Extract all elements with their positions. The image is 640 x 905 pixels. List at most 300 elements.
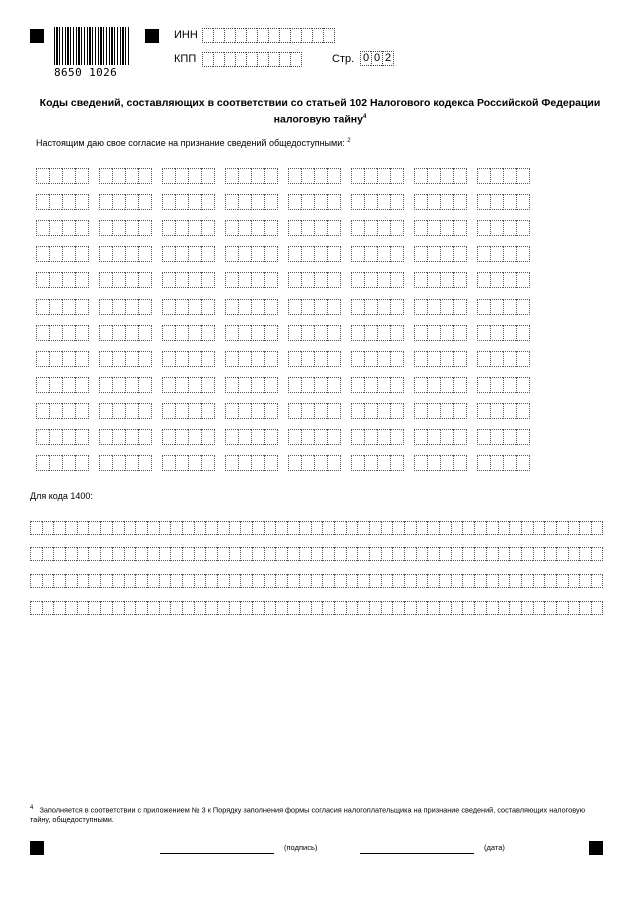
- text-cell: [77, 521, 89, 535]
- code-field[interactable]: [36, 299, 89, 315]
- text-cell: [53, 601, 65, 615]
- code-digit-cell: [477, 168, 490, 184]
- text-cell: [498, 601, 510, 615]
- code-digit-cell: [377, 455, 390, 471]
- inn-field[interactable]: [202, 28, 335, 43]
- text-cell: [322, 521, 334, 535]
- code-digit-cell: [162, 272, 175, 288]
- code-field[interactable]: [36, 194, 89, 210]
- code-digit-cell: [175, 429, 188, 445]
- text-cell: [369, 601, 381, 615]
- text-cell: [53, 547, 65, 561]
- text-cell: [124, 574, 136, 588]
- code-digit-cell: [201, 220, 215, 236]
- code-digit-cell: [314, 455, 327, 471]
- code-field[interactable]: [288, 455, 341, 471]
- code-digit-cell: [201, 455, 215, 471]
- code-digit-cell: [453, 246, 467, 262]
- code-digit-cell: [364, 168, 377, 184]
- code-field[interactable]: [225, 429, 278, 445]
- code-digit-cell: [75, 429, 89, 445]
- code-1400-text-row[interactable]: [30, 574, 603, 588]
- consent-footnote-mark: 2: [347, 138, 351, 144]
- text-cell: [544, 547, 556, 561]
- code-digit-cell: [377, 272, 390, 288]
- code-digit-cell: [427, 194, 440, 210]
- code-digit-cell: [314, 351, 327, 367]
- code-field[interactable]: [225, 272, 278, 288]
- code-digit-cell: [162, 325, 175, 341]
- code-digit-cell: [201, 246, 215, 262]
- code-field[interactable]: [414, 377, 467, 393]
- text-cell: [416, 574, 428, 588]
- code-digit-cell: [162, 403, 175, 419]
- text-cell: [77, 574, 89, 588]
- code-digit-cell: [288, 377, 301, 393]
- code-digit-cell: [301, 272, 314, 288]
- code-field[interactable]: [414, 220, 467, 236]
- code-digit-cell: [112, 299, 125, 315]
- code-field[interactable]: [414, 429, 467, 445]
- code-field[interactable]: [351, 220, 404, 236]
- code-digit-cell: [453, 220, 467, 236]
- code-1400-text-row[interactable]: [30, 601, 603, 615]
- code-field[interactable]: [99, 351, 152, 367]
- code-field[interactable]: [414, 455, 467, 471]
- code-digit-cell: [36, 299, 49, 315]
- code-field[interactable]: [414, 246, 467, 262]
- code-field[interactable]: [162, 455, 215, 471]
- text-cell: [287, 521, 299, 535]
- code-digit-cell: [516, 272, 530, 288]
- title-footnote-mark: 4: [362, 114, 367, 120]
- code-field[interactable]: [288, 220, 341, 236]
- text-cell: [159, 547, 171, 561]
- code-digit-cell: [427, 403, 440, 419]
- text-cell: [509, 521, 521, 535]
- code-digit-cell: [301, 429, 314, 445]
- code-field[interactable]: [351, 194, 404, 210]
- code-digit-cell: [201, 377, 215, 393]
- code-digit-cell: [477, 325, 490, 341]
- code-digit-cell: [477, 272, 490, 288]
- text-cell: [369, 574, 381, 588]
- code-digit-cell: [516, 455, 530, 471]
- code-field[interactable]: [162, 325, 215, 341]
- code-field[interactable]: [225, 220, 278, 236]
- code-field[interactable]: [162, 351, 215, 367]
- code-digit-cell: [327, 220, 341, 236]
- text-cell: [474, 574, 486, 588]
- code-digit-cell: [516, 220, 530, 236]
- code-field[interactable]: [225, 455, 278, 471]
- code-field[interactable]: [99, 325, 152, 341]
- code-field[interactable]: [36, 377, 89, 393]
- text-cell: [509, 574, 521, 588]
- code-digit-cell: [125, 220, 138, 236]
- code-field[interactable]: [162, 299, 215, 315]
- code-digit-cell: [62, 220, 75, 236]
- code-digit-cell: [377, 194, 390, 210]
- code-field[interactable]: [99, 168, 152, 184]
- code-field[interactable]: [225, 325, 278, 341]
- text-cell: [579, 521, 591, 535]
- code-digit-cell: [188, 168, 201, 184]
- code-digit-cell: [162, 455, 175, 471]
- code-digit-cell: [264, 403, 278, 419]
- code-digit-cell: [490, 299, 503, 315]
- code-field[interactable]: [414, 403, 467, 419]
- code-field[interactable]: [351, 299, 404, 315]
- code-digit-cell: [453, 194, 467, 210]
- code-field[interactable]: [288, 377, 341, 393]
- code-digit-cell: [62, 168, 75, 184]
- code-digit-cell: [188, 351, 201, 367]
- code-digit-cell: [351, 429, 364, 445]
- code-digit-cell: [175, 194, 188, 210]
- code-field[interactable]: [99, 377, 152, 393]
- text-cell: [462, 601, 474, 615]
- code-field[interactable]: [477, 220, 530, 236]
- text-cell: [322, 547, 334, 561]
- text-cell: [275, 601, 287, 615]
- text-cell: [334, 521, 346, 535]
- text-cell: [346, 521, 358, 535]
- code-field[interactable]: [414, 272, 467, 288]
- code-digit-cell: [49, 194, 62, 210]
- code-digit-cell: [112, 429, 125, 445]
- text-cell: [65, 574, 77, 588]
- code-field[interactable]: [162, 168, 215, 184]
- code-digit-cell: [175, 351, 188, 367]
- code-field[interactable]: [351, 272, 404, 288]
- code-digit-cell: [201, 272, 215, 288]
- code-digit-cell: [201, 429, 215, 445]
- corner-marker-bottom-right: [589, 841, 603, 855]
- code-field[interactable]: [36, 403, 89, 419]
- code-digit-cell: [414, 403, 427, 419]
- code-digit-cell: [490, 377, 503, 393]
- code-field[interactable]: [225, 194, 278, 210]
- code-digit-cell: [453, 429, 467, 445]
- text-cell: [357, 547, 369, 561]
- code-digit-cell: [175, 299, 188, 315]
- code-digit-cell: [427, 246, 440, 262]
- code-digit-cell: [75, 272, 89, 288]
- code-field[interactable]: [477, 168, 530, 184]
- barcode-number: 8650 1026: [54, 66, 136, 79]
- code-field[interactable]: [162, 377, 215, 393]
- code-field[interactable]: [477, 351, 530, 367]
- text-cell: [404, 601, 416, 615]
- code-digit-cell: [414, 299, 427, 315]
- code-digit-cell: [162, 168, 175, 184]
- code-digit-cell: [238, 299, 251, 315]
- text-cell: [311, 574, 323, 588]
- text-cell: [205, 521, 217, 535]
- text-cell: [311, 521, 323, 535]
- code-field[interactable]: [351, 246, 404, 262]
- code-field[interactable]: [162, 246, 215, 262]
- code-digit-cell: [175, 377, 188, 393]
- code-digit-cell: [440, 429, 453, 445]
- text-cell: [311, 547, 323, 561]
- code-field[interactable]: [36, 429, 89, 445]
- text-cell: [579, 574, 591, 588]
- code-digit-cell: [75, 351, 89, 367]
- code-field[interactable]: [162, 194, 215, 210]
- code-digit-cell: [125, 194, 138, 210]
- code-field[interactable]: [36, 168, 89, 184]
- code-digit-cell: [125, 429, 138, 445]
- code-field[interactable]: [477, 325, 530, 341]
- code-digit-cell: [138, 272, 152, 288]
- code-field[interactable]: [36, 220, 89, 236]
- code-field[interactable]: [288, 351, 341, 367]
- text-cell: [357, 574, 369, 588]
- code-digit-cell: [264, 220, 278, 236]
- code-field[interactable]: [288, 194, 341, 210]
- code-digit-cell: [390, 246, 404, 262]
- text-cell: [229, 574, 241, 588]
- code-field[interactable]: [36, 455, 89, 471]
- code-field[interactable]: [351, 325, 404, 341]
- code-digit-cell: [238, 325, 251, 341]
- code-digit-cell: [62, 351, 75, 367]
- kpp-label: КПП: [174, 53, 197, 65]
- code-field[interactable]: [36, 272, 89, 288]
- code-field[interactable]: [477, 246, 530, 262]
- text-cell: [591, 574, 603, 588]
- text-cell: [568, 521, 580, 535]
- code-digit-cell: [314, 246, 327, 262]
- code-field[interactable]: [162, 272, 215, 288]
- code-digit-cell: [112, 377, 125, 393]
- code-digit-cell: [377, 168, 390, 184]
- code-digit-cell: [62, 377, 75, 393]
- code-field[interactable]: [162, 429, 215, 445]
- code-field[interactable]: [99, 455, 152, 471]
- code-field[interactable]: [288, 272, 341, 288]
- code-digit-cell: [301, 194, 314, 210]
- text-cell: [240, 601, 252, 615]
- code-digit-cell: [477, 455, 490, 471]
- code-field[interactable]: [288, 246, 341, 262]
- code-field[interactable]: [288, 429, 341, 445]
- code-field[interactable]: [99, 299, 152, 315]
- text-cell: [579, 547, 591, 561]
- code-field[interactable]: [477, 299, 530, 315]
- code-field[interactable]: [99, 194, 152, 210]
- code-field[interactable]: [477, 429, 530, 445]
- code-digit-cell: [125, 272, 138, 288]
- code-digit-cell: [503, 403, 516, 419]
- code-digit-cell: [264, 299, 278, 315]
- code-digit-cell: [75, 299, 89, 315]
- code-field[interactable]: [99, 429, 152, 445]
- code-digit-cell: [162, 351, 175, 367]
- code-field[interactable]: [225, 403, 278, 419]
- code-digit-cell: [264, 168, 278, 184]
- code-digit-cell: [351, 220, 364, 236]
- text-cell: [30, 521, 42, 535]
- code-field[interactable]: [225, 299, 278, 315]
- code-field[interactable]: [99, 272, 152, 288]
- code-digit-cell: [49, 246, 62, 262]
- code-digit-cell: [490, 403, 503, 419]
- code-field[interactable]: [36, 351, 89, 367]
- code-digit-cell: [162, 246, 175, 262]
- code-field[interactable]: [477, 272, 530, 288]
- code-digit-cell: [225, 246, 238, 262]
- code-field[interactable]: [414, 325, 467, 341]
- footnote: [30, 803, 590, 825]
- text-cell: [381, 521, 393, 535]
- code-digit-cell: [327, 325, 341, 341]
- text-cell: [427, 521, 439, 535]
- code-digit-cell: [364, 429, 377, 445]
- text-cell: [30, 547, 42, 561]
- code-field[interactable]: [99, 403, 152, 419]
- code-digit-cell: [503, 455, 516, 471]
- code-digit-cell: [75, 377, 89, 393]
- code-digit-cell: [175, 220, 188, 236]
- code-field[interactable]: [351, 377, 404, 393]
- code-digit-cell: [99, 272, 112, 288]
- code-digit-cell: [503, 246, 516, 262]
- page-digit-1: 0: [360, 51, 371, 66]
- code-digit-cell: [225, 272, 238, 288]
- code-field[interactable]: [225, 168, 278, 184]
- text-cell: [369, 547, 381, 561]
- code-digit-cell: [112, 403, 125, 419]
- code-field[interactable]: [225, 246, 278, 262]
- code-digit-cell: [301, 220, 314, 236]
- code-field[interactable]: [351, 455, 404, 471]
- code-digit-cell: [516, 194, 530, 210]
- code-digit-cell: [238, 351, 251, 367]
- text-cell: [392, 601, 404, 615]
- code-field[interactable]: [477, 455, 530, 471]
- code-digit-cell: [36, 272, 49, 288]
- code-digit-cell: [288, 299, 301, 315]
- text-cell: [369, 521, 381, 535]
- code-digit-cell: [75, 325, 89, 341]
- code-field[interactable]: [36, 246, 89, 262]
- code-digit-cell: [162, 377, 175, 393]
- code-1400-text-row[interactable]: [30, 521, 603, 535]
- code-digit-cell: [264, 351, 278, 367]
- code-field[interactable]: [288, 325, 341, 341]
- codes-grid-row: [36, 455, 540, 471]
- code-field[interactable]: [288, 168, 341, 184]
- code-digit-cell: [264, 246, 278, 262]
- code-field[interactable]: [351, 351, 404, 367]
- code-field[interactable]: [477, 403, 530, 419]
- code-digit-cell: [99, 325, 112, 341]
- code-digit-cell: [301, 403, 314, 419]
- code-digit-cell: [477, 403, 490, 419]
- date-line[interactable]: [360, 853, 474, 854]
- code-digit-cell: [516, 299, 530, 315]
- code-field[interactable]: [162, 220, 215, 236]
- code-digit-cell: [453, 299, 467, 315]
- code-digit-cell: [490, 455, 503, 471]
- code-digit-cell: [125, 246, 138, 262]
- code-field[interactable]: [288, 299, 341, 315]
- text-cell: [252, 574, 264, 588]
- footnote-text: Заполняется в соответствии с приложением № 3 к Порядку заполнения формы согласия налогоплательщика на признание сведений, составляющих налоговую тайну, общедоступными.: [30, 805, 586, 825]
- code-field[interactable]: [36, 325, 89, 341]
- code-digit-cell: [414, 168, 427, 184]
- text-cell: [287, 574, 299, 588]
- page-number-field[interactable]: [360, 51, 394, 66]
- code-digit-cell: [314, 168, 327, 184]
- text-cell: [334, 547, 346, 561]
- text-cell: [299, 547, 311, 561]
- code-digit-cell: [503, 325, 516, 341]
- text-cell: [77, 547, 89, 561]
- text-cell: [404, 574, 416, 588]
- code-digit-cell: [138, 377, 152, 393]
- code-field[interactable]: [99, 246, 152, 262]
- code-field[interactable]: [351, 403, 404, 419]
- code-digit-cell: [288, 168, 301, 184]
- code-field[interactable]: [288, 403, 341, 419]
- code-digit-cell: [225, 403, 238, 419]
- code-digit-cell: [390, 194, 404, 210]
- code-digit-cell: [427, 220, 440, 236]
- kpp-field[interactable]: [202, 52, 302, 67]
- code-digit-cell: [188, 377, 201, 393]
- code-field[interactable]: [351, 429, 404, 445]
- code-field[interactable]: [414, 194, 467, 210]
- text-cell: [556, 547, 568, 561]
- code-digit-cell: [490, 325, 503, 341]
- code-field[interactable]: [477, 194, 530, 210]
- code-digit-cell: [175, 403, 188, 419]
- code-field[interactable]: [225, 351, 278, 367]
- code-digit-cell: [364, 325, 377, 341]
- text-cell: [112, 547, 124, 561]
- code-digit-cell: [477, 377, 490, 393]
- codes-grid-row: [36, 377, 540, 393]
- code-field[interactable]: [162, 403, 215, 419]
- code-digit-cell: [427, 325, 440, 341]
- code-field[interactable]: [414, 351, 467, 367]
- code-digit-cell: [516, 403, 530, 419]
- text-cell: [439, 547, 451, 561]
- signature-line[interactable]: [160, 853, 274, 854]
- code-digit-cell: [377, 246, 390, 262]
- code-digit-cell: [251, 168, 264, 184]
- code-field[interactable]: [351, 168, 404, 184]
- text-cell: [53, 521, 65, 535]
- code-digit-cell: [516, 429, 530, 445]
- code-field[interactable]: [414, 299, 467, 315]
- code-digit-cell: [440, 455, 453, 471]
- code-field[interactable]: [414, 168, 467, 184]
- code-field[interactable]: [477, 377, 530, 393]
- code-1400-text-row[interactable]: [30, 547, 603, 561]
- code-field[interactable]: [225, 377, 278, 393]
- code-digit-cell: [125, 351, 138, 367]
- text-cell: [591, 547, 603, 561]
- code-field[interactable]: [99, 220, 152, 236]
- code-digit-cell: [427, 351, 440, 367]
- code-digit-cell: [390, 377, 404, 393]
- code-digit-cell: [138, 194, 152, 210]
